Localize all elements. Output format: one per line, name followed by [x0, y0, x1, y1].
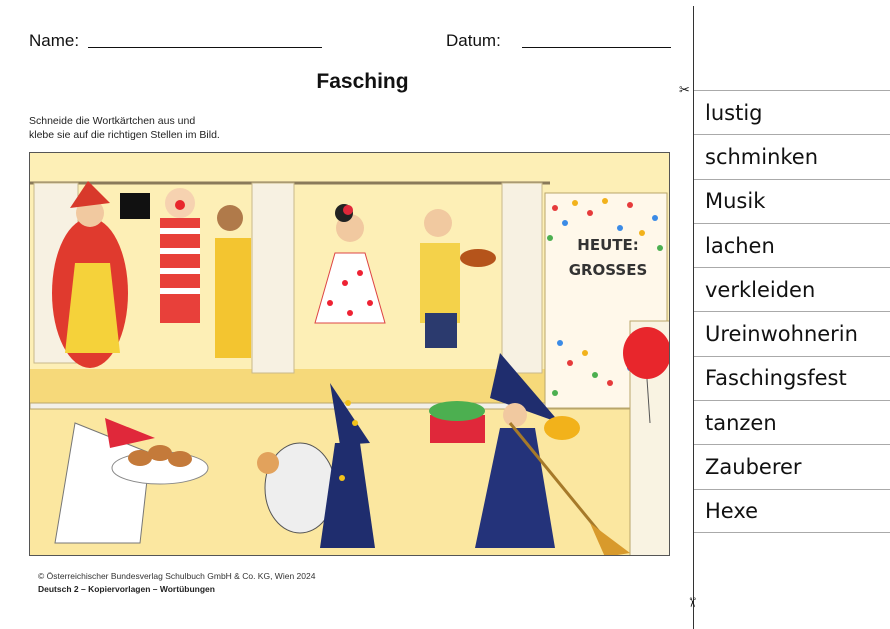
name-label: Name: — [29, 31, 80, 50]
sign-line-2: GROSSES — [568, 261, 648, 279]
date-label: Datum: — [446, 31, 501, 50]
word-card-list — [694, 90, 890, 533]
carnival-illustration — [29, 152, 670, 556]
word-card[interactable]: tanzen — [694, 400, 890, 444]
carnival-scene-drawing — [30, 153, 670, 556]
word-card[interactable]: Musik — [694, 179, 890, 223]
scissors-icon: ✂ — [684, 597, 700, 608]
word-card[interactable]: lustig — [694, 90, 890, 134]
copyright-notice: © Österreichischer Bundesverlag Schulbuch GmbH & Co. KG, Wien 2024 — [38, 571, 316, 581]
word-card[interactable]: schminken — [694, 134, 890, 178]
word-card[interactable]: Zauberer — [694, 444, 890, 488]
instructions-line-1: Schneide die Wortkärtchen aus und — [29, 115, 196, 127]
scissors-icon: ✂ — [679, 82, 690, 97]
word-card[interactable]: verkleiden — [694, 267, 890, 311]
word-card[interactable]: Faschingsfest — [694, 356, 890, 400]
word-card[interactable]: Hexe — [694, 489, 890, 533]
series-title: Deutsch 2 – Kopiervorlagen – Wortübungen — [38, 584, 215, 594]
sign-line-1: HEUTE: — [577, 236, 639, 254]
word-card[interactable]: lachen — [694, 223, 890, 267]
name-field-line[interactable] — [88, 47, 322, 48]
word-card[interactable]: Ureinwohnerin — [694, 311, 890, 355]
instructions — [29, 114, 220, 142]
page-title: Fasching — [316, 70, 409, 93]
date-field-line[interactable] — [522, 47, 671, 48]
instructions-line-2: klebe sie auf die richtigen Stellen im Bild. — [29, 129, 220, 141]
